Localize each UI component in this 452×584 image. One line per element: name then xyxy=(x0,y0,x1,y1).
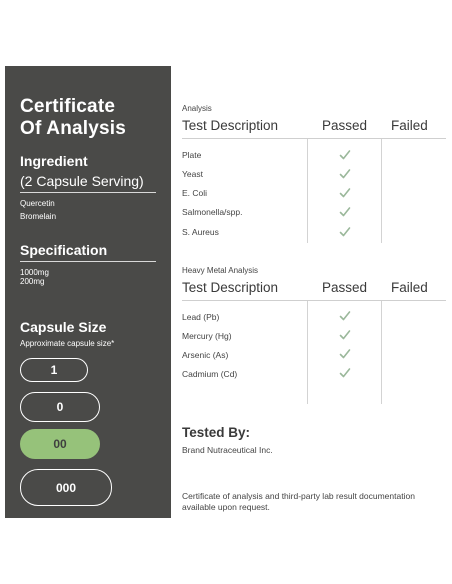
analysis-column-divider xyxy=(307,139,308,243)
tested-by-name: Brand Nutraceutical Inc. xyxy=(182,445,273,455)
ingredient-item: Quercetin xyxy=(20,199,55,208)
analysis-row-label: E. Coli xyxy=(182,188,208,198)
analysis-row-label: Salmonella/spp. xyxy=(182,207,243,217)
check-icon xyxy=(339,149,351,161)
check-icon xyxy=(339,187,351,199)
heavy-metal-label: Heavy Metal Analysis xyxy=(182,266,259,275)
check-icon xyxy=(339,348,351,360)
heavy-metal-column-divider xyxy=(307,301,308,404)
certificate-sidebar xyxy=(5,66,171,518)
title-line-1: Certificate xyxy=(20,96,116,117)
footnote: Certificate of analysis and third-party lab result documentation available upon request. xyxy=(182,491,415,512)
heavy-metal-row-label: Arsenic (As) xyxy=(182,350,229,360)
capsule-size-00-button[interactable]: 00 xyxy=(20,429,100,459)
capsule-size-1-button[interactable]: 1 xyxy=(20,358,88,382)
analysis-label: Analysis xyxy=(182,104,212,113)
analysis-header-passed: Passed xyxy=(322,118,368,133)
analysis-row-label: Yeast xyxy=(182,169,203,179)
check-icon xyxy=(339,226,351,238)
analysis-header-failed: Failed xyxy=(391,118,428,133)
title-line-2: Of Analysis xyxy=(20,118,127,139)
specification-heading: Specification xyxy=(20,242,108,258)
analysis-column-divider xyxy=(381,139,382,243)
analysis-header-test: Test Description xyxy=(182,118,279,133)
capsule-size-note: Approximate capsule size* xyxy=(20,339,115,348)
ingredient-subheading: (2 Capsule Serving) xyxy=(20,173,144,189)
specification-divider xyxy=(20,261,156,262)
ingredient-item: Bromelain xyxy=(20,212,57,221)
check-icon xyxy=(339,206,351,218)
tested-by-heading: Tested By: xyxy=(182,425,251,440)
heavy-metal-header-failed: Failed xyxy=(391,280,428,295)
check-icon xyxy=(339,329,351,341)
heavy-metal-header-passed: Passed xyxy=(322,280,368,295)
check-icon xyxy=(339,168,351,180)
heavy-metal-header-test: Test Description xyxy=(182,280,279,295)
specification-item: 1000mg xyxy=(20,268,49,277)
check-icon xyxy=(339,310,351,322)
ingredient-divider xyxy=(20,192,156,193)
ingredient-heading: Ingredient xyxy=(20,153,88,169)
analysis-header-rule xyxy=(182,138,446,139)
heavy-metal-row-label: Mercury (Hg) xyxy=(182,331,232,341)
check-icon xyxy=(339,367,351,379)
heavy-metal-header-rule xyxy=(182,300,446,301)
analysis-row-label: S. Aureus xyxy=(182,227,219,237)
heavy-metal-column-divider xyxy=(381,301,382,404)
capsule-size-heading: Capsule Size xyxy=(20,319,107,335)
analysis-row-label: Plate xyxy=(182,150,202,160)
heavy-metal-row-label: Cadmium (Cd) xyxy=(182,369,238,379)
heavy-metal-row-label: Lead (Pb) xyxy=(182,312,220,322)
specification-item: 200mg xyxy=(20,277,45,286)
capsule-size-000-button[interactable]: 000 xyxy=(20,469,112,506)
capsule-size-0-button[interactable]: 0 xyxy=(20,392,100,422)
sidebar-title xyxy=(20,96,160,140)
